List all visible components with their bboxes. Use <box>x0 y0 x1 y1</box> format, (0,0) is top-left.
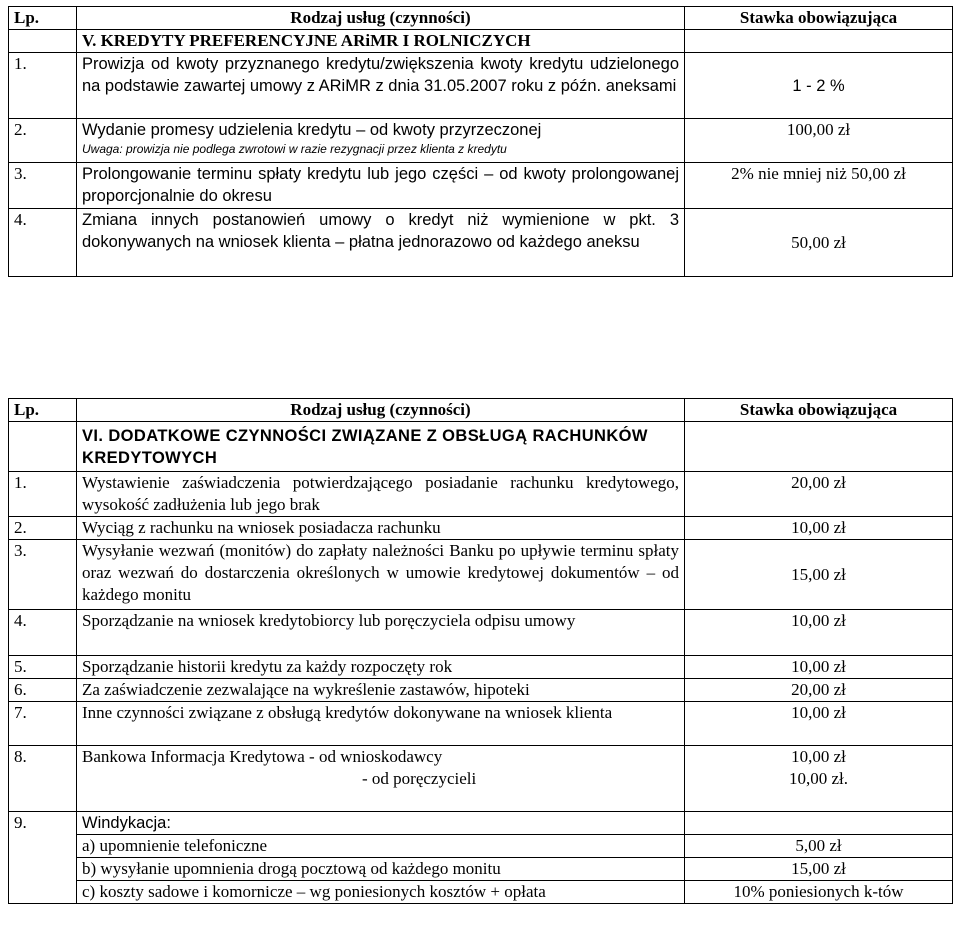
sub-text: c) koszty sadowe i komornicze – wg poniesionych kosztów + opłata <box>77 881 685 904</box>
table-row <box>9 209 953 277</box>
row-number: 3. <box>9 540 77 610</box>
col-header-service: Rodzaj usług (czynności) <box>77 7 685 30</box>
row-number: 3. <box>9 163 77 209</box>
row-number: 4. <box>9 610 77 656</box>
sub-row <box>9 881 953 904</box>
row-rate: 20,00 zł <box>685 472 953 517</box>
row-number: 1. <box>9 53 77 119</box>
sub-rate: 15,00 zł <box>685 858 953 881</box>
row-number: 5. <box>9 656 77 679</box>
row-text-2: - od poręczycieli <box>362 769 477 788</box>
table-row <box>9 472 953 517</box>
table-row <box>9 679 953 702</box>
section-row <box>9 30 953 53</box>
row-number: 8. <box>9 746 77 812</box>
row-rate-2: 10,00 zł. <box>788 769 849 788</box>
row-text: Sporządzanie na wniosek kredytobiorcy lub poręczyciela odpisu umowy <box>77 610 685 656</box>
table-row <box>9 53 953 119</box>
table-row <box>9 163 953 209</box>
row-rate: 100,00 zł <box>685 119 953 163</box>
row-text: Zmiana innych postanowień umowy o kredyt niż wymienione w pkt. 3 dokonywanych na wniosek klienta – płatna jednorazowo od każdego aneksu <box>77 209 685 277</box>
row-text: Inne czynności związane z obsługą kredytów dokonywane na wniosek klienta <box>77 702 685 746</box>
sub-row <box>9 835 953 858</box>
sub-text: a) upomnienie telefoniczne <box>77 835 685 858</box>
row-rate: 10,00 zł <box>791 747 846 766</box>
sub-text: b) wysyłanie upomnienia drogą pocztową od każdego monitu <box>77 858 685 881</box>
table-row <box>9 746 953 812</box>
row-rate: 1 - 2 % <box>685 53 953 119</box>
row-rate: 2% nie mniej niż 50,00 zł <box>685 163 953 209</box>
row-text: Wystawienie zaświadczenia potwierdzającego posiadanie rachunku kredytowego, wysokość zadłużenia lub jego brak <box>77 472 685 517</box>
row-rate: 10,00 zł <box>685 656 953 679</box>
row-rate: 10,00 zł <box>685 702 953 746</box>
row-text: Sporządzanie historii kredytu za każdy rozpoczęty rok <box>77 656 685 679</box>
row-text: Wydanie promesy udzielenia kredytu – od kwoty przyrzeczonej <box>82 121 542 139</box>
table-row <box>9 517 953 540</box>
sub-rate: 5,00 zł <box>685 835 953 858</box>
row-number: 4. <box>9 209 77 277</box>
row-rate: 10,00 zł <box>685 517 953 540</box>
row-text: Bankowa Informacja Kredytowa - od wnioskodawcy <box>82 747 443 766</box>
table-row <box>9 656 953 679</box>
table-row <box>9 812 953 835</box>
row-text: Za zaświadczenie zezwalające na wykreślenie zastawów, hipoteki <box>77 679 685 702</box>
row-note: Uwaga: prowizja nie podlega zwrotowi w razie rezygnacji przez klienta z kredytu <box>82 142 507 156</box>
table-header <box>9 399 953 422</box>
row-text: Wyciąg z rachunku na wniosek posiadacza rachunku <box>77 517 685 540</box>
row-text: Prowizja od kwoty przyznanego kredytu/zwiększenia kwoty kredytu udzielonego na podstawie zawartej umowy z ARiMR z dnia 31.05.2007 roku z późn. aneksami <box>77 53 685 119</box>
sub-row <box>9 858 953 881</box>
table-row <box>9 610 953 656</box>
row-rate: 15,00 zł <box>685 540 953 610</box>
row-text: Windykacja: <box>77 812 685 835</box>
row-rate: 10,00 zł <box>685 610 953 656</box>
col-header-service: Rodzaj usług (czynności) <box>77 399 685 422</box>
table-row <box>9 540 953 610</box>
table-row <box>9 702 953 746</box>
col-header-lp: Lp. <box>9 7 77 30</box>
row-text: Prolongowanie terminu spłaty kredytu lub jego części – od kwoty prolongowanej proporcjonalnie do okresu <box>77 163 685 209</box>
row-text: Wysyłanie wezwań (monitów) do zapłaty należności Banku po upływie terminu spłaty oraz wezwań do dostarczenia określonych w umowie kredytowej dokumentów – od każdego monitu <box>77 540 685 610</box>
row-rate: 20,00 zł <box>685 679 953 702</box>
col-header-rate: Stawka obowiązująca <box>685 7 953 30</box>
row-number: 2. <box>9 119 77 163</box>
fee-table-credits <box>8 6 953 277</box>
fee-table-credit-accounts <box>8 398 953 904</box>
row-number: 6. <box>9 679 77 702</box>
row-number: 9. <box>9 812 77 835</box>
section-title: V. KREDYTY PREFERENCYJNE ARiMR I ROLNICZYCH <box>77 30 685 53</box>
row-number: 7. <box>9 702 77 746</box>
sub-rate: 10% poniesionych k-tów <box>685 881 953 904</box>
table-header <box>9 7 953 30</box>
table-row <box>9 119 953 163</box>
section-title: VI. DODATKOWE CZYNNOŚCI ZWIĄZANE Z OBSŁUGĄ RACHUNKÓW KREDYTOWYCH <box>77 422 685 472</box>
col-header-lp: Lp. <box>9 399 77 422</box>
row-number: 1. <box>9 472 77 517</box>
section-row <box>9 422 953 472</box>
row-number: 2. <box>9 517 77 540</box>
row-rate: 50,00 zł <box>685 209 953 277</box>
col-header-rate: Stawka obowiązująca <box>685 399 953 422</box>
